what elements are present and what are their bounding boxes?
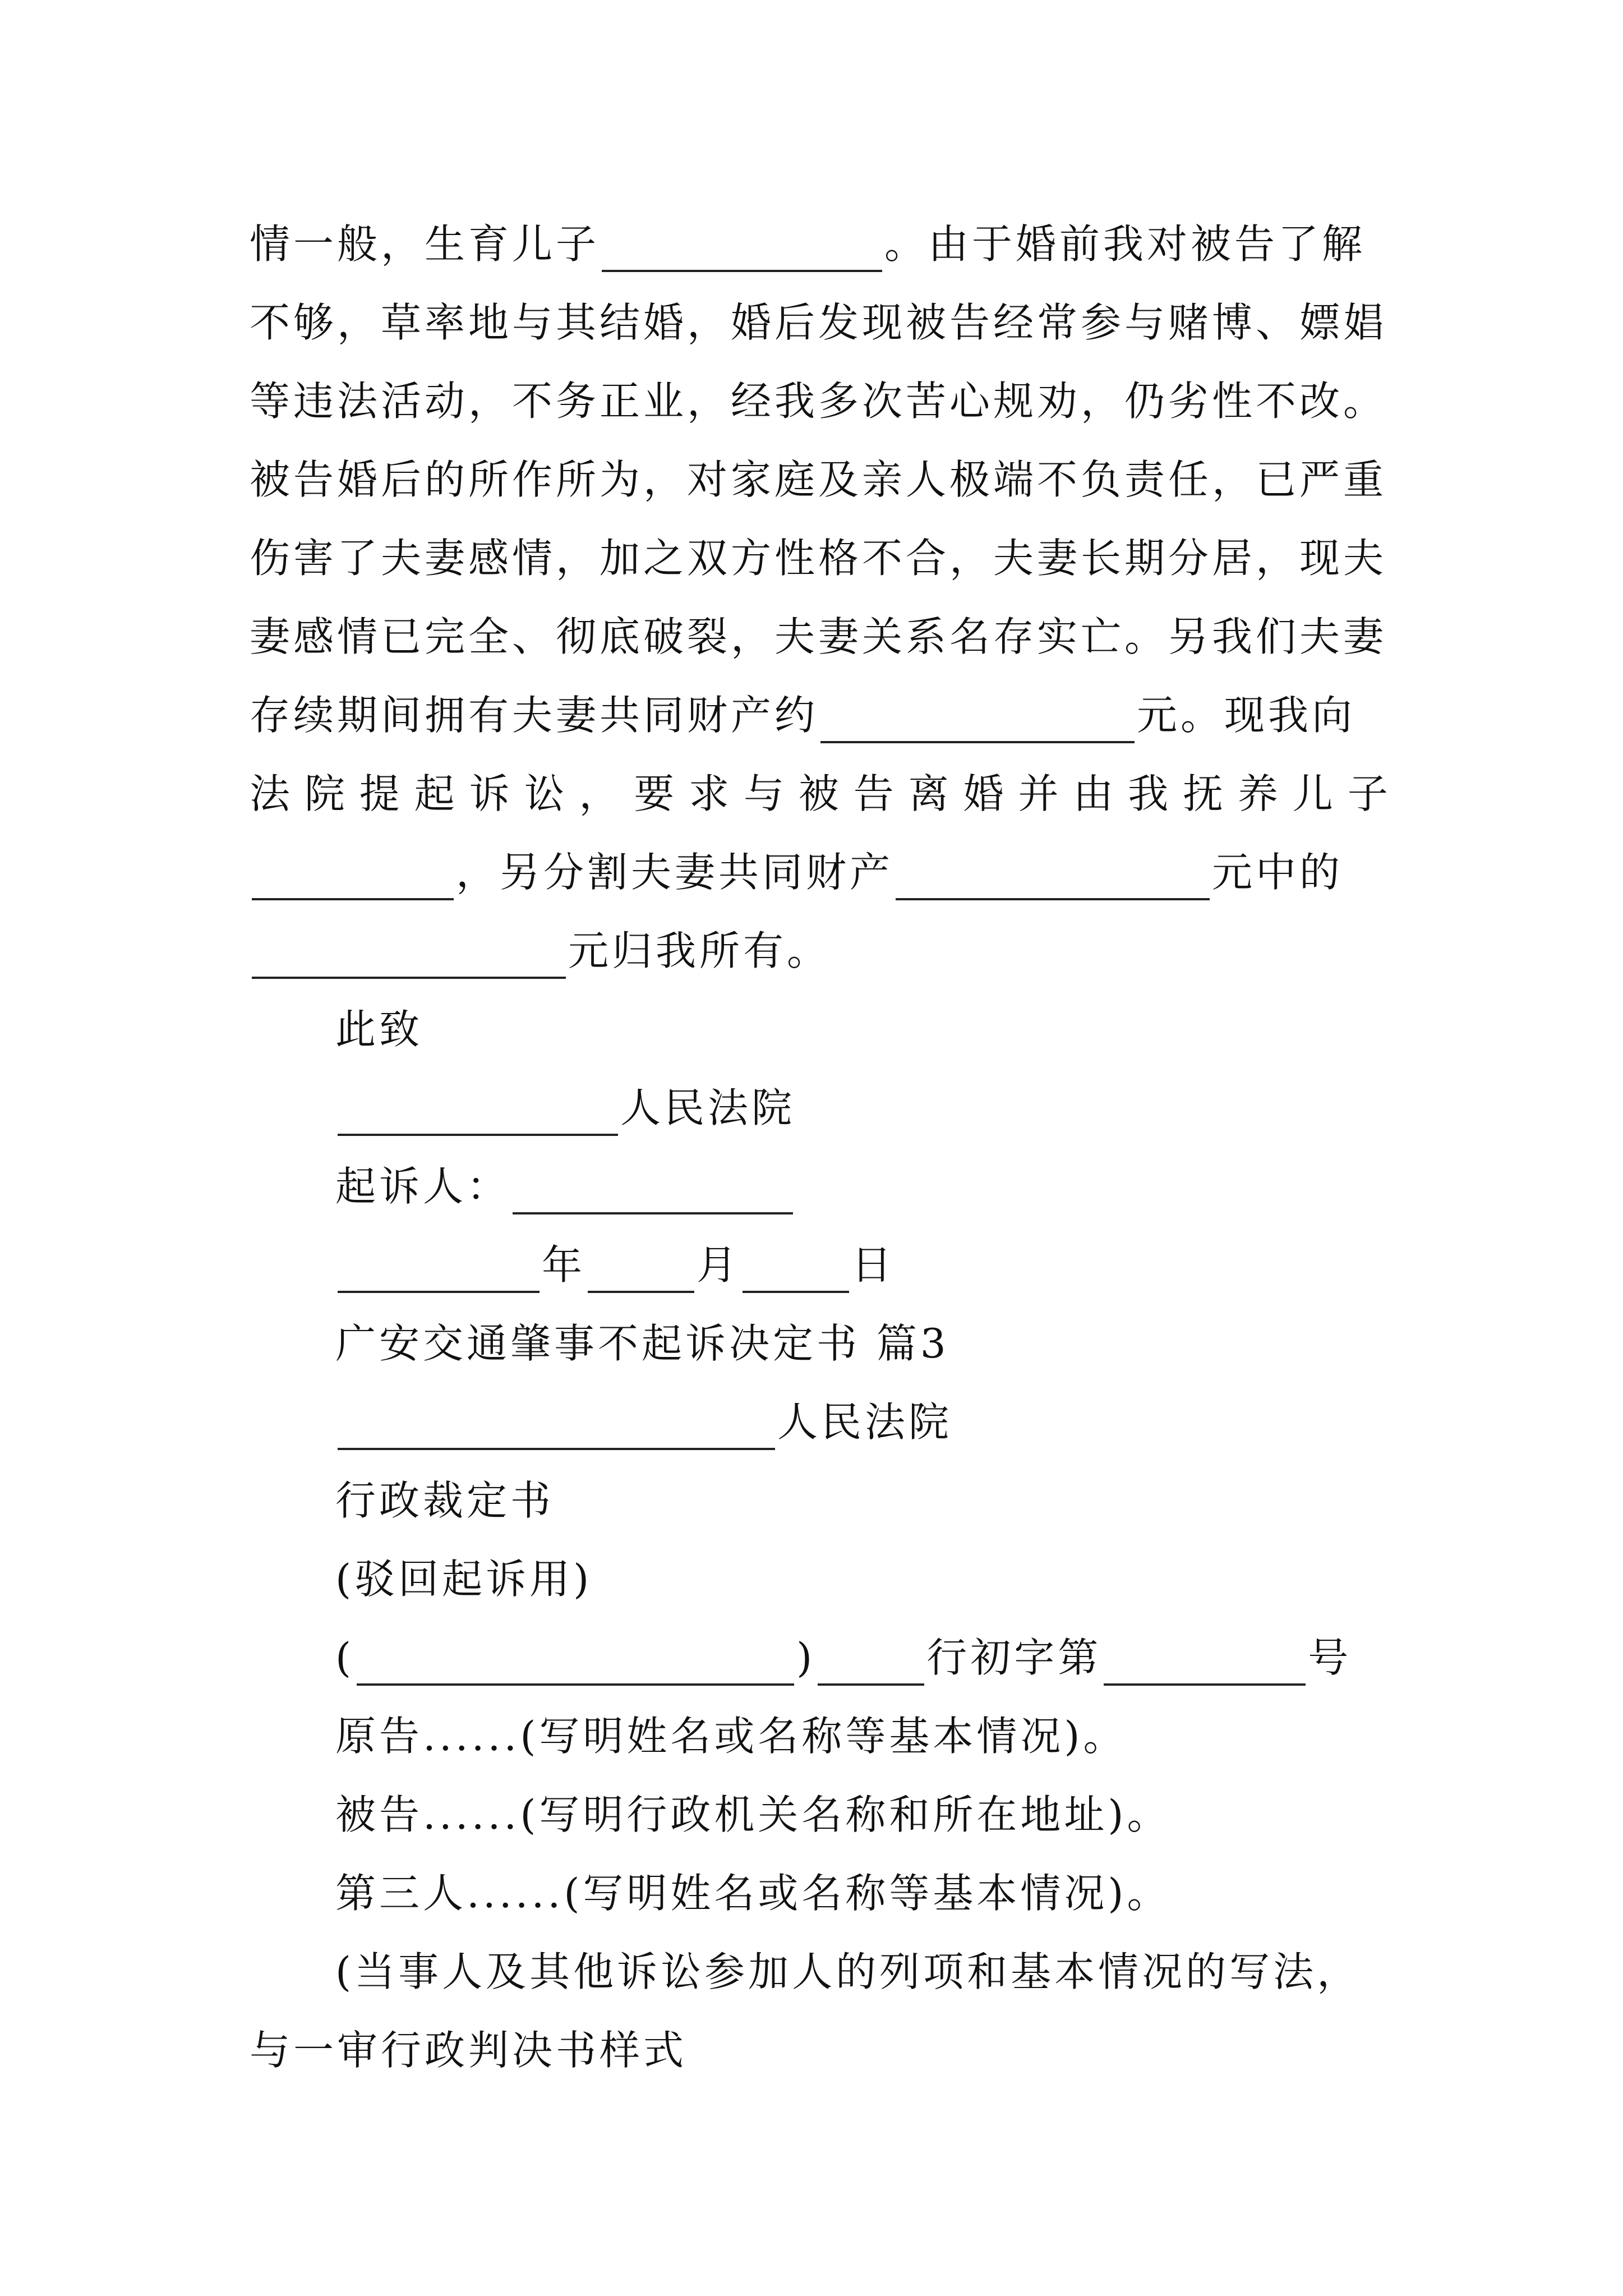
char: 求 [689, 770, 730, 817]
text-segment: ) [796, 1634, 816, 1681]
text-segment: 元。现我向 [1137, 692, 1356, 739]
char: 与 [744, 770, 785, 817]
text-segment: 行初字第 [926, 1634, 1102, 1681]
char: 抚 [1183, 770, 1224, 817]
text-segment: 号 [1308, 1634, 1352, 1681]
fill-in-blank [338, 1409, 775, 1450]
party-defendant: 被告......(写明行政机关名称和所在地址)。 [335, 1791, 1171, 1838]
text-line: 被告婚后的所作所为，对家庭及亲人极端不负责任，已严重 [250, 456, 1387, 503]
text-line [250, 687, 1355, 743]
char: 起 [414, 770, 455, 817]
text-segment: ，另分割夫妻共同财产 [456, 849, 894, 896]
fill-in-blank [338, 1251, 540, 1293]
party-third-party: 第三人......(写明姓名或名称等基本情况)。 [335, 1870, 1171, 1917]
text-segment: 元中的 [1212, 849, 1344, 896]
text-segment: 日 [851, 1241, 896, 1289]
fill-in-blank [896, 859, 1210, 900]
fill-in-blank [513, 1173, 793, 1214]
text-line [250, 844, 1343, 900]
text-segment: 人民法院 [777, 1398, 953, 1446]
text-segment: 年 [542, 1241, 586, 1289]
char: 子 [1347, 770, 1388, 817]
char: 并 [1018, 770, 1059, 817]
fill-in-blank [338, 1094, 618, 1136]
party-plaintiff: 原告......(写明姓名或名称等基本情况)。 [335, 1713, 1127, 1760]
char: 养 [1238, 770, 1279, 817]
char: 离 [908, 770, 949, 817]
date-line [335, 1237, 895, 1293]
fill-in-blank [602, 231, 882, 272]
char: 我 [1128, 770, 1169, 817]
char: 讼 [524, 770, 565, 817]
justified-text-line [250, 766, 1388, 822]
text-line [250, 216, 1366, 272]
fill-in-blank [743, 1251, 849, 1293]
char: 儿 [1292, 770, 1333, 817]
char: 被 [798, 770, 839, 817]
char: 提 [359, 770, 400, 817]
text-line: 不够，草率地与其结婚，婚后发现被告经常参与赌博、嫖娼 [250, 299, 1387, 346]
court-line [335, 1080, 795, 1136]
text-line: 妻感情已完全、彻底破裂，夫妻关系名存实亡。另我们夫妻 [250, 613, 1387, 660]
court-line [335, 1394, 952, 1450]
char: 院 [304, 770, 345, 817]
document-title: 行政裁定书 [335, 1477, 555, 1524]
text-segment: 。由于婚前我对被告了解 [884, 220, 1366, 268]
salutation: 此致 [335, 1006, 423, 1053]
fill-in-blank [820, 702, 1135, 743]
char: 由 [1073, 770, 1114, 817]
char: 要 [634, 770, 675, 817]
text-line: 与一审行政判决书样式 [250, 2027, 688, 2074]
document-subtitle: (驳回起诉用) [335, 1556, 593, 1603]
case-number-line [335, 1630, 1352, 1686]
text-segment: 情一般，生育儿子 [250, 220, 600, 268]
char: 法 [250, 770, 291, 817]
char: ， [579, 770, 620, 817]
fill-in-blank [1104, 1644, 1306, 1686]
char: 诉 [469, 770, 510, 817]
text-segment: ( [335, 1634, 355, 1681]
char: 婚 [963, 770, 1004, 817]
char: 告 [853, 770, 894, 817]
fill-in-blank [252, 937, 566, 979]
plaintiff-signature-line [335, 1158, 795, 1214]
text-segment: 起诉人： [335, 1163, 511, 1210]
fill-in-blank [357, 1644, 794, 1686]
fill-in-blank [588, 1251, 694, 1293]
text-segment: 人民法院 [620, 1084, 796, 1131]
fill-in-blank [818, 1644, 924, 1686]
text-line: 伤害了夫妻感情，加之双方性格不合，夫妻长期分居，现夫 [250, 535, 1387, 582]
text-line: 等违法活动，不务正业，经我多次苦心规劝，仍劣性不改。 [250, 378, 1387, 425]
text-segment: 元归我所有。 [568, 927, 831, 974]
text-segment: 存续期间拥有夫妻共同财产约 [250, 692, 819, 739]
text-segment: 月 [697, 1241, 741, 1289]
text-line [250, 923, 831, 979]
text-line: (当事人及其他诉讼参加人的列项和基本情况的写法， [335, 1948, 1361, 1995]
fill-in-blank [252, 859, 454, 900]
section-heading: 广安交通肇事不起诉决定书 篇3 [335, 1320, 949, 1367]
